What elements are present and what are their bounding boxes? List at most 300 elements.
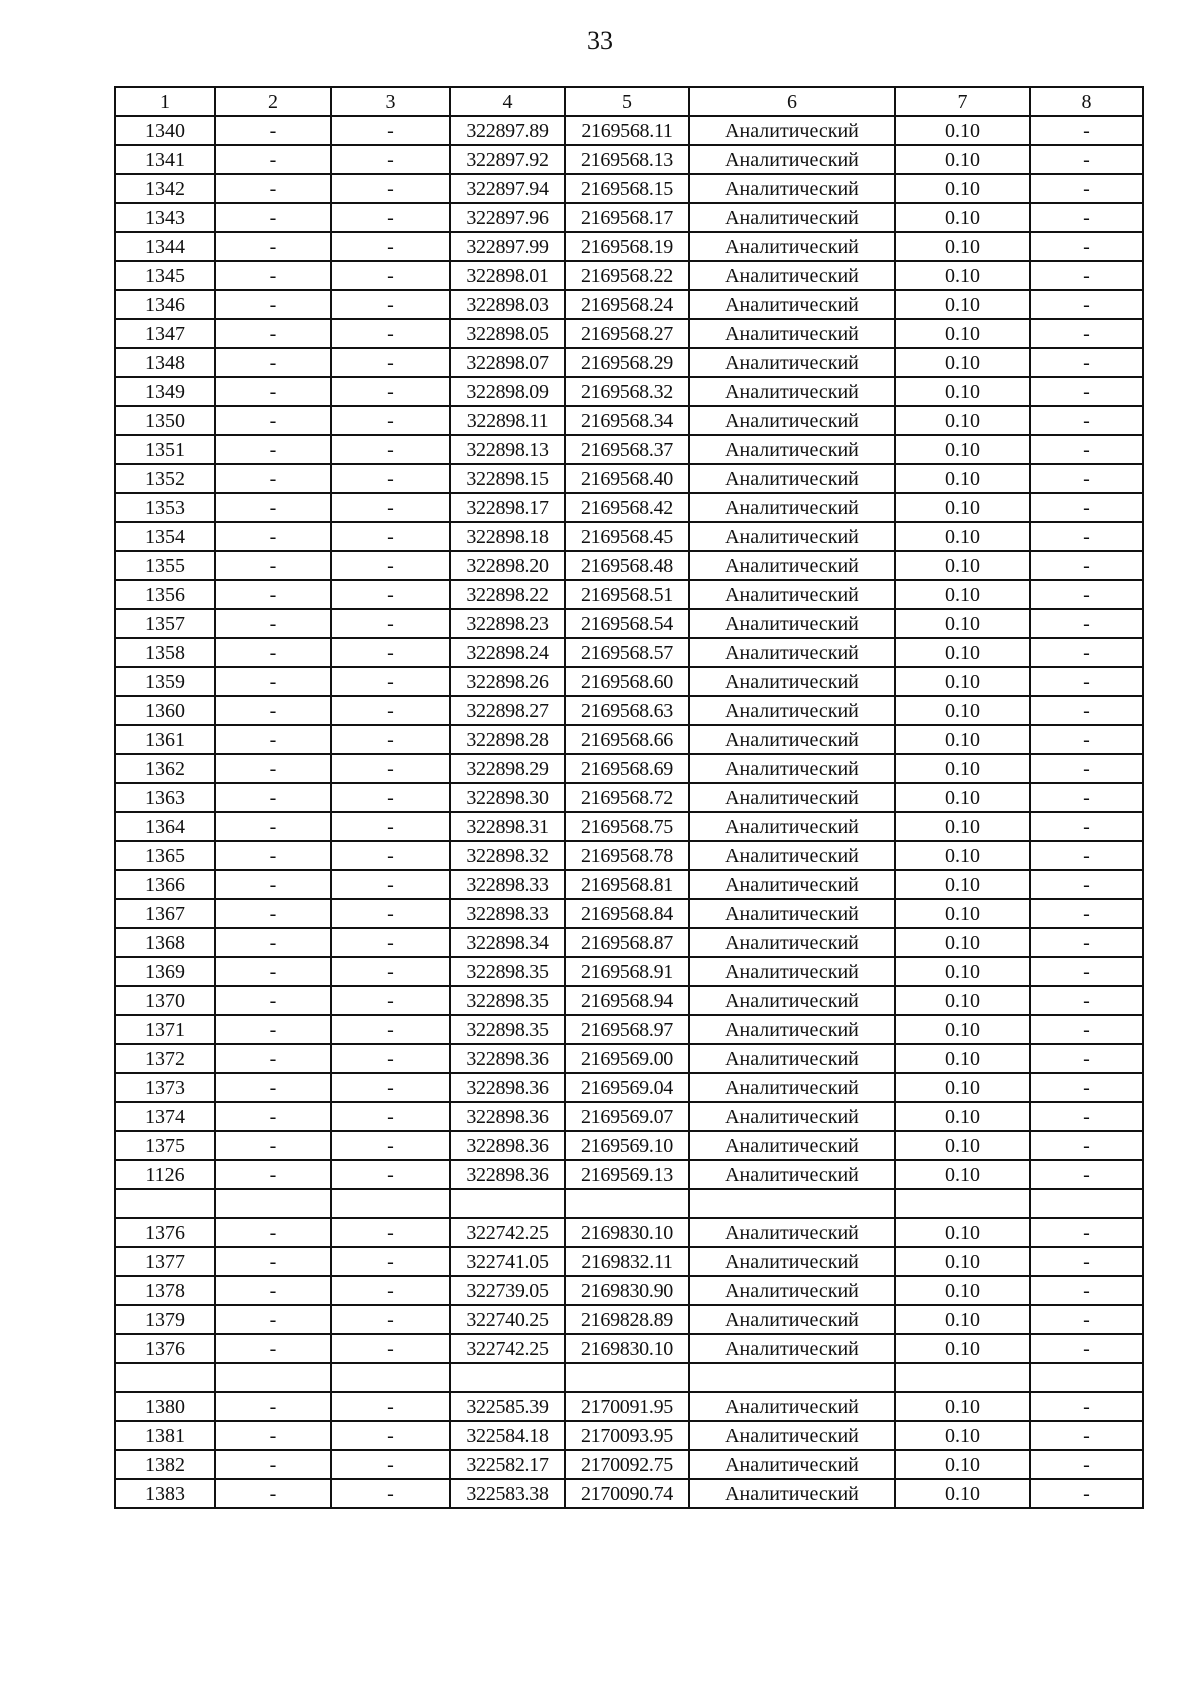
- point-number-cell: 1364: [115, 812, 215, 841]
- method-cell: Аналитический: [689, 899, 895, 928]
- col3-cell: -: [331, 986, 450, 1015]
- col8-cell: -: [1030, 754, 1143, 783]
- x-coordinate-cell: 322897.94: [450, 174, 565, 203]
- col2-cell: -: [215, 522, 331, 551]
- accuracy-cell: 0.10: [895, 1305, 1030, 1334]
- table-row: [115, 406, 1143, 435]
- col2-cell: -: [215, 899, 331, 928]
- table-row: [115, 116, 1143, 145]
- accuracy-cell: 0.10: [895, 116, 1030, 145]
- col8-cell: -: [1030, 203, 1143, 232]
- col3-cell: -: [331, 203, 450, 232]
- col3-cell: -: [331, 841, 450, 870]
- x-coordinate-cell: 322898.33: [450, 870, 565, 899]
- col3-cell: -: [331, 899, 450, 928]
- method-cell: Аналитический: [689, 348, 895, 377]
- col3-cell: [331, 1363, 450, 1392]
- y-coordinate-cell: 2169568.42: [565, 493, 689, 522]
- col2-cell: -: [215, 232, 331, 261]
- col2-cell: -: [215, 377, 331, 406]
- table-row: [115, 638, 1143, 667]
- method-cell: [689, 1363, 895, 1392]
- col8-cell: -: [1030, 377, 1143, 406]
- method-cell: Аналитический: [689, 1276, 895, 1305]
- table-row: [115, 1392, 1143, 1421]
- col3-cell: -: [331, 174, 450, 203]
- y-coordinate-cell: 2169568.94: [565, 986, 689, 1015]
- table-row: [115, 522, 1143, 551]
- col3-cell: -: [331, 464, 450, 493]
- accuracy-cell: 0.10: [895, 435, 1030, 464]
- col8-cell: -: [1030, 1218, 1143, 1247]
- col3-cell: -: [331, 609, 450, 638]
- method-cell: Аналитический: [689, 290, 895, 319]
- col3-cell: -: [331, 812, 450, 841]
- col2-cell: -: [215, 609, 331, 638]
- y-coordinate-cell: 2169568.57: [565, 638, 689, 667]
- col3-cell: -: [331, 1073, 450, 1102]
- col3-cell: -: [331, 1102, 450, 1131]
- table-row: [115, 1015, 1143, 1044]
- col8-cell: -: [1030, 1160, 1143, 1189]
- column-header: 4: [450, 87, 565, 116]
- method-cell: Аналитический: [689, 406, 895, 435]
- col2-cell: -: [215, 551, 331, 580]
- y-coordinate-cell: 2169568.66: [565, 725, 689, 754]
- col8-cell: -: [1030, 1131, 1143, 1160]
- x-coordinate-cell: 322898.35: [450, 1015, 565, 1044]
- accuracy-cell: 0.10: [895, 203, 1030, 232]
- accuracy-cell: 0.10: [895, 377, 1030, 406]
- x-coordinate-cell: 322898.03: [450, 290, 565, 319]
- point-number-cell: [115, 1189, 215, 1218]
- col8-cell: -: [1030, 986, 1143, 1015]
- point-number-cell: 1126: [115, 1160, 215, 1189]
- method-cell: Аналитический: [689, 725, 895, 754]
- x-coordinate-cell: 322898.36: [450, 1160, 565, 1189]
- accuracy-cell: 0.10: [895, 1218, 1030, 1247]
- y-coordinate-cell: 2170093.95: [565, 1421, 689, 1450]
- method-cell: Аналитический: [689, 812, 895, 841]
- col8-cell: -: [1030, 551, 1143, 580]
- table-row: [115, 1073, 1143, 1102]
- y-coordinate-cell: 2169568.51: [565, 580, 689, 609]
- method-cell: Аналитический: [689, 1044, 895, 1073]
- point-number-cell: 1379: [115, 1305, 215, 1334]
- col3-cell: -: [331, 116, 450, 145]
- col3-cell: -: [331, 319, 450, 348]
- accuracy-cell: 0.10: [895, 522, 1030, 551]
- y-coordinate-cell: 2169832.11: [565, 1247, 689, 1276]
- accuracy-cell: 0.10: [895, 261, 1030, 290]
- accuracy-cell: 0.10: [895, 493, 1030, 522]
- table-row: [115, 435, 1143, 464]
- method-cell: Аналитический: [689, 319, 895, 348]
- col8-cell: -: [1030, 232, 1143, 261]
- col8-cell: -: [1030, 406, 1143, 435]
- col2-cell: -: [215, 696, 331, 725]
- accuracy-cell: 0.10: [895, 406, 1030, 435]
- col2-cell: -: [215, 1015, 331, 1044]
- column-header: 5: [565, 87, 689, 116]
- table-row: [115, 1131, 1143, 1160]
- col8-cell: -: [1030, 783, 1143, 812]
- col8-cell: -: [1030, 1073, 1143, 1102]
- col8-cell: -: [1030, 1334, 1143, 1363]
- accuracy-cell: 0.10: [895, 551, 1030, 580]
- col3-cell: -: [331, 1305, 450, 1334]
- x-coordinate-cell: 322585.39: [450, 1392, 565, 1421]
- method-cell: Аналитический: [689, 1247, 895, 1276]
- x-coordinate-cell: 322898.32: [450, 841, 565, 870]
- method-cell: Аналитический: [689, 841, 895, 870]
- table-row: [115, 899, 1143, 928]
- method-cell: Аналитический: [689, 1450, 895, 1479]
- method-cell: Аналитический: [689, 580, 895, 609]
- point-number-cell: 1372: [115, 1044, 215, 1073]
- col3-cell: -: [331, 261, 450, 290]
- accuracy-cell: 0.10: [895, 638, 1030, 667]
- col3-cell: -: [331, 725, 450, 754]
- x-coordinate-cell: 322898.05: [450, 319, 565, 348]
- y-coordinate-cell: 2169568.13: [565, 145, 689, 174]
- point-number-cell: 1375: [115, 1131, 215, 1160]
- table-row: [115, 1102, 1143, 1131]
- col3-cell: -: [331, 1160, 450, 1189]
- point-number-cell: 1381: [115, 1421, 215, 1450]
- y-coordinate-cell: 2169568.81: [565, 870, 689, 899]
- method-cell: Аналитический: [689, 435, 895, 464]
- y-coordinate-cell: [565, 1363, 689, 1392]
- col3-cell: -: [331, 1276, 450, 1305]
- point-number-cell: 1348: [115, 348, 215, 377]
- y-coordinate-cell: 2170090.74: [565, 1479, 689, 1508]
- point-number-cell: 1376: [115, 1218, 215, 1247]
- col2-cell: -: [215, 1131, 331, 1160]
- accuracy-cell: 0.10: [895, 232, 1030, 261]
- col8-cell: [1030, 1189, 1143, 1218]
- x-coordinate-cell: 322584.18: [450, 1421, 565, 1450]
- x-coordinate-cell: 322898.17: [450, 493, 565, 522]
- accuracy-cell: 0.10: [895, 928, 1030, 957]
- column-header: 8: [1030, 87, 1143, 116]
- col8-cell: -: [1030, 435, 1143, 464]
- col8-cell: -: [1030, 725, 1143, 754]
- point-number-cell: [115, 1363, 215, 1392]
- col2-cell: -: [215, 290, 331, 319]
- point-number-cell: 1344: [115, 232, 215, 261]
- col2-cell: -: [215, 928, 331, 957]
- column-header: 1: [115, 87, 215, 116]
- col3-cell: -: [331, 957, 450, 986]
- col2-cell: -: [215, 464, 331, 493]
- table-row: [115, 870, 1143, 899]
- point-number-cell: 1373: [115, 1073, 215, 1102]
- x-coordinate-cell: 322740.25: [450, 1305, 565, 1334]
- x-coordinate-cell: [450, 1363, 565, 1392]
- x-coordinate-cell: 322898.13: [450, 435, 565, 464]
- point-number-cell: 1377: [115, 1247, 215, 1276]
- method-cell: Аналитический: [689, 1160, 895, 1189]
- col8-cell: -: [1030, 493, 1143, 522]
- accuracy-cell: 0.10: [895, 783, 1030, 812]
- method-cell: Аналитический: [689, 1305, 895, 1334]
- accuracy-cell: 0.10: [895, 899, 1030, 928]
- col2-cell: -: [215, 1102, 331, 1131]
- point-number-cell: 1355: [115, 551, 215, 580]
- col3-cell: -: [331, 406, 450, 435]
- col8-cell: -: [1030, 1247, 1143, 1276]
- method-cell: Аналитический: [689, 754, 895, 783]
- y-coordinate-cell: 2170091.95: [565, 1392, 689, 1421]
- col3-cell: -: [331, 1218, 450, 1247]
- col2-cell: -: [215, 754, 331, 783]
- point-number-cell: 1359: [115, 667, 215, 696]
- method-cell: Аналитический: [689, 464, 895, 493]
- point-number-cell: 1361: [115, 725, 215, 754]
- x-coordinate-cell: 322898.28: [450, 725, 565, 754]
- accuracy-cell: 0.10: [895, 1073, 1030, 1102]
- col3-cell: [331, 1189, 450, 1218]
- col3-cell: -: [331, 1131, 450, 1160]
- point-number-cell: 1378: [115, 1276, 215, 1305]
- method-cell: Аналитический: [689, 203, 895, 232]
- point-number-cell: 1365: [115, 841, 215, 870]
- table-row: [115, 1247, 1143, 1276]
- accuracy-cell: 0.10: [895, 1421, 1030, 1450]
- accuracy-cell: [895, 1189, 1030, 1218]
- x-coordinate-cell: 322898.15: [450, 464, 565, 493]
- table-row: [115, 319, 1143, 348]
- col2-cell: -: [215, 116, 331, 145]
- point-number-cell: 1358: [115, 638, 215, 667]
- col2-cell: -: [215, 319, 331, 348]
- accuracy-cell: 0.10: [895, 667, 1030, 696]
- col2-cell: [215, 1363, 331, 1392]
- method-cell: Аналитический: [689, 609, 895, 638]
- x-coordinate-cell: 322898.11: [450, 406, 565, 435]
- accuracy-cell: [895, 1363, 1030, 1392]
- y-coordinate-cell: 2169568.60: [565, 667, 689, 696]
- table-row: [115, 1450, 1143, 1479]
- point-number-cell: 1360: [115, 696, 215, 725]
- column-header: 7: [895, 87, 1030, 116]
- col8-cell: -: [1030, 841, 1143, 870]
- col2-cell: -: [215, 1421, 331, 1450]
- method-cell: Аналитический: [689, 377, 895, 406]
- point-number-cell: 1366: [115, 870, 215, 899]
- col3-cell: -: [331, 754, 450, 783]
- point-number-cell: 1346: [115, 290, 215, 319]
- col2-cell: -: [215, 638, 331, 667]
- table-row: [115, 928, 1143, 957]
- table-row: [115, 1305, 1143, 1334]
- accuracy-cell: 0.10: [895, 1160, 1030, 1189]
- col2-cell: -: [215, 1247, 331, 1276]
- col3-cell: -: [331, 1247, 450, 1276]
- y-coordinate-cell: 2169568.72: [565, 783, 689, 812]
- column-header: 3: [331, 87, 450, 116]
- col3-cell: -: [331, 580, 450, 609]
- x-coordinate-cell: 322897.96: [450, 203, 565, 232]
- accuracy-cell: 0.10: [895, 319, 1030, 348]
- point-number-cell: 1343: [115, 203, 215, 232]
- point-number-cell: 1376: [115, 1334, 215, 1363]
- table-row: [115, 754, 1143, 783]
- col3-cell: -: [331, 667, 450, 696]
- point-number-cell: 1367: [115, 899, 215, 928]
- col8-cell: -: [1030, 696, 1143, 725]
- accuracy-cell: 0.10: [895, 348, 1030, 377]
- col2-cell: -: [215, 1479, 331, 1508]
- accuracy-cell: 0.10: [895, 957, 1030, 986]
- col2-cell: [215, 1189, 331, 1218]
- y-coordinate-cell: 2169568.78: [565, 841, 689, 870]
- method-cell: Аналитический: [689, 522, 895, 551]
- method-cell: Аналитический: [689, 957, 895, 986]
- x-coordinate-cell: 322898.33: [450, 899, 565, 928]
- coordinates-table: [114, 86, 1144, 1509]
- table-row: [115, 667, 1143, 696]
- y-coordinate-cell: 2169568.24: [565, 290, 689, 319]
- x-coordinate-cell: 322898.29: [450, 754, 565, 783]
- col3-cell: -: [331, 493, 450, 522]
- accuracy-cell: 0.10: [895, 725, 1030, 754]
- table-body: [115, 116, 1143, 1508]
- col3-cell: -: [331, 928, 450, 957]
- y-coordinate-cell: 2169568.11: [565, 116, 689, 145]
- x-coordinate-cell: 322897.99: [450, 232, 565, 261]
- col3-cell: -: [331, 1015, 450, 1044]
- point-number-cell: 1354: [115, 522, 215, 551]
- x-coordinate-cell: 322898.35: [450, 986, 565, 1015]
- x-coordinate-cell: 322898.31: [450, 812, 565, 841]
- col8-cell: -: [1030, 870, 1143, 899]
- col8-cell: -: [1030, 638, 1143, 667]
- table-row: [115, 145, 1143, 174]
- col8-cell: -: [1030, 145, 1143, 174]
- col3-cell: -: [331, 1044, 450, 1073]
- x-coordinate-cell: 322898.36: [450, 1044, 565, 1073]
- accuracy-cell: 0.10: [895, 464, 1030, 493]
- method-cell: [689, 1189, 895, 1218]
- accuracy-cell: 0.10: [895, 174, 1030, 203]
- x-coordinate-cell: 322898.07: [450, 348, 565, 377]
- y-coordinate-cell: 2169568.29: [565, 348, 689, 377]
- accuracy-cell: 0.10: [895, 580, 1030, 609]
- y-coordinate-cell: 2169830.10: [565, 1334, 689, 1363]
- accuracy-cell: 0.10: [895, 1334, 1030, 1363]
- col3-cell: -: [331, 1334, 450, 1363]
- x-coordinate-cell: 322898.24: [450, 638, 565, 667]
- x-coordinate-cell: 322739.05: [450, 1276, 565, 1305]
- x-coordinate-cell: 322897.92: [450, 145, 565, 174]
- accuracy-cell: 0.10: [895, 986, 1030, 1015]
- accuracy-cell: 0.10: [895, 1247, 1030, 1276]
- point-number-cell: 1382: [115, 1450, 215, 1479]
- col3-cell: -: [331, 435, 450, 464]
- col8-cell: -: [1030, 1450, 1143, 1479]
- col8-cell: -: [1030, 1479, 1143, 1508]
- point-number-cell: 1342: [115, 174, 215, 203]
- y-coordinate-cell: 2169568.34: [565, 406, 689, 435]
- table-row: [115, 696, 1143, 725]
- table-row: [115, 1479, 1143, 1508]
- accuracy-cell: 0.10: [895, 609, 1030, 638]
- x-coordinate-cell: 322741.05: [450, 1247, 565, 1276]
- x-coordinate-cell: 322898.18: [450, 522, 565, 551]
- table-row: [115, 1421, 1143, 1450]
- point-number-cell: 1341: [115, 145, 215, 174]
- method-cell: Аналитический: [689, 870, 895, 899]
- col2-cell: -: [215, 145, 331, 174]
- y-coordinate-cell: 2169569.07: [565, 1102, 689, 1131]
- y-coordinate-cell: 2169830.90: [565, 1276, 689, 1305]
- y-coordinate-cell: 2169568.69: [565, 754, 689, 783]
- accuracy-cell: 0.10: [895, 1015, 1030, 1044]
- column-header: 6: [689, 87, 895, 116]
- col3-cell: -: [331, 145, 450, 174]
- y-coordinate-cell: 2169568.97: [565, 1015, 689, 1044]
- col2-cell: -: [215, 1450, 331, 1479]
- y-coordinate-cell: 2169568.32: [565, 377, 689, 406]
- col8-cell: -: [1030, 290, 1143, 319]
- table-row: [115, 1160, 1143, 1189]
- col8-cell: -: [1030, 319, 1143, 348]
- col8-cell: [1030, 1363, 1143, 1392]
- table-row: [115, 1363, 1143, 1392]
- x-coordinate-cell: 322897.89: [450, 116, 565, 145]
- y-coordinate-cell: 2169569.13: [565, 1160, 689, 1189]
- table-row: [115, 812, 1143, 841]
- method-cell: Аналитический: [689, 1102, 895, 1131]
- table-row: [115, 1189, 1143, 1218]
- col2-cell: -: [215, 203, 331, 232]
- method-cell: Аналитический: [689, 261, 895, 290]
- col2-cell: -: [215, 580, 331, 609]
- point-number-cell: 1357: [115, 609, 215, 638]
- accuracy-cell: 0.10: [895, 290, 1030, 319]
- col3-cell: -: [331, 522, 450, 551]
- col2-cell: -: [215, 1276, 331, 1305]
- point-number-cell: 1380: [115, 1392, 215, 1421]
- col2-cell: -: [215, 1160, 331, 1189]
- y-coordinate-cell: 2169568.15: [565, 174, 689, 203]
- x-coordinate-cell: 322898.36: [450, 1073, 565, 1102]
- page-number: 33: [587, 26, 613, 55]
- col3-cell: -: [331, 870, 450, 899]
- method-cell: Аналитический: [689, 1479, 895, 1508]
- col8-cell: -: [1030, 348, 1143, 377]
- table-row: [115, 348, 1143, 377]
- col8-cell: -: [1030, 261, 1143, 290]
- col8-cell: -: [1030, 1421, 1143, 1450]
- col3-cell: -: [331, 348, 450, 377]
- col2-cell: -: [215, 261, 331, 290]
- y-coordinate-cell: 2169568.63: [565, 696, 689, 725]
- method-cell: Аналитический: [689, 1131, 895, 1160]
- x-coordinate-cell: 322898.35: [450, 957, 565, 986]
- col3-cell: -: [331, 696, 450, 725]
- col3-cell: -: [331, 638, 450, 667]
- x-coordinate-cell: 322898.34: [450, 928, 565, 957]
- point-number-cell: 1347: [115, 319, 215, 348]
- method-cell: Аналитический: [689, 1218, 895, 1247]
- y-coordinate-cell: 2169568.19: [565, 232, 689, 261]
- col8-cell: -: [1030, 1102, 1143, 1131]
- x-coordinate-cell: 322898.30: [450, 783, 565, 812]
- x-coordinate-cell: 322898.22: [450, 580, 565, 609]
